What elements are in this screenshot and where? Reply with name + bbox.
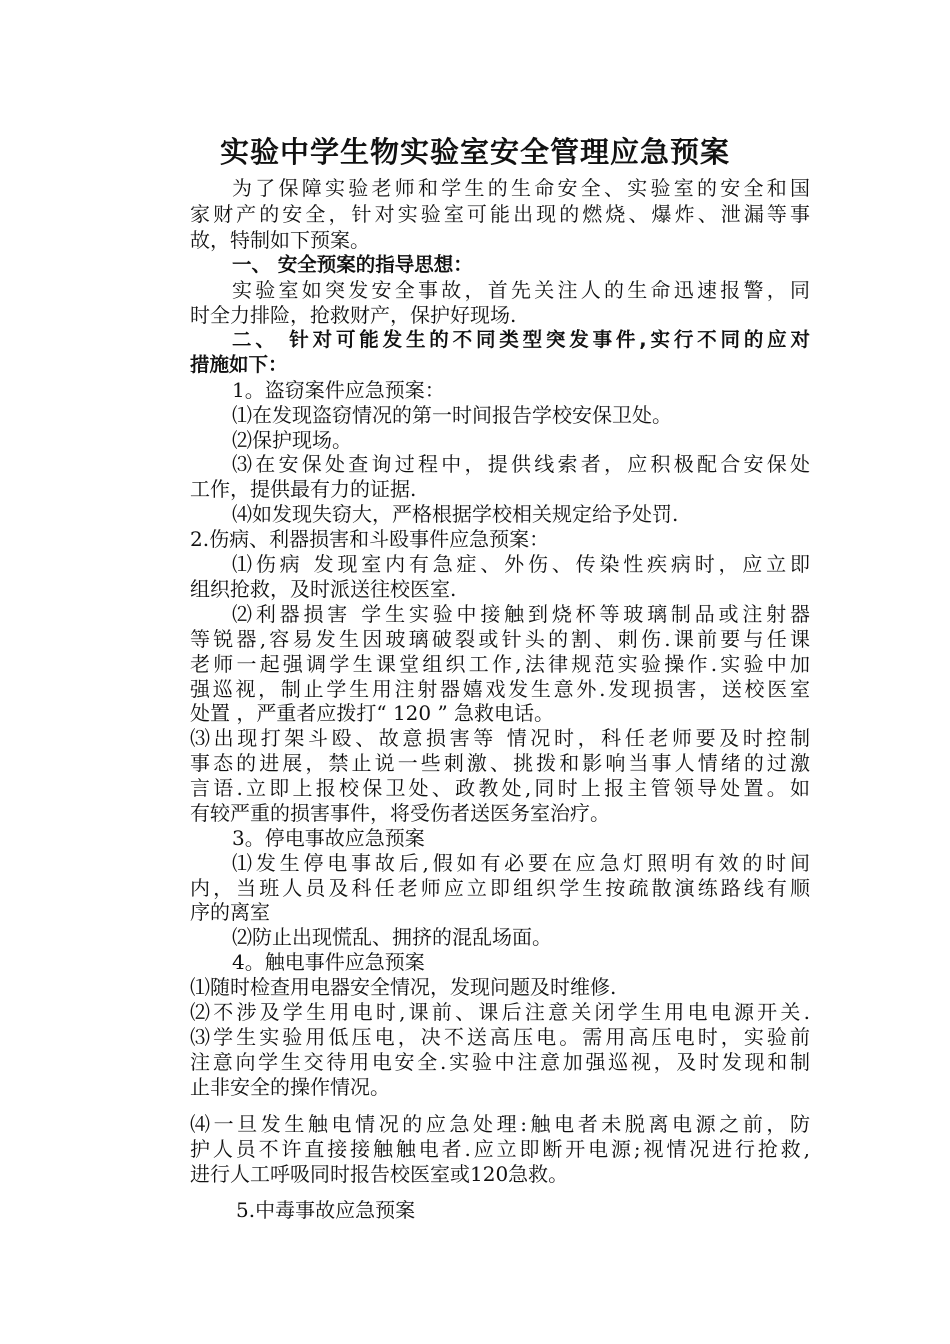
list-item: ⑵保护现场。 bbox=[232, 428, 352, 452]
list-item: ⑵不涉及学生用电时,课前、课后注意关闭学生用电电源开关. bbox=[190, 1000, 810, 1024]
list-item: ⑷一旦发生触电情况的应急处理:触电者未脱离电源之前，防 bbox=[190, 1112, 810, 1136]
paragraph-line: 组织抢救，及时派送往校医室. bbox=[190, 577, 457, 601]
subsection-heading: 2.伤病、利器损害和斗殴事件应急预案： bbox=[190, 527, 550, 551]
paragraph-line: 注意向学生交待用电安全.实验中注意加强巡视，及时发现和制 bbox=[190, 1050, 810, 1074]
paragraph-line: 等锐器,容易发生因玻璃破裂或针头的割、刺伤.课前要与任课 bbox=[190, 627, 810, 651]
list-item: ⑶出现打架斗殴、故意损害等 情况时，科任老师要及时控制 bbox=[190, 726, 810, 750]
paragraph-line: 止非安全的操作情况。 bbox=[190, 1075, 390, 1099]
paragraph-line: 为了保障实验老师和学生的生命安全、实验室的安全和国 bbox=[232, 176, 810, 200]
list-item: ⑵利器损害 学生实验中接触到烧杯等玻璃制品或注射器 bbox=[232, 602, 810, 626]
list-item: ⑴随时检查用电器安全情况，发现问题及时维修. bbox=[190, 975, 617, 999]
paragraph-line: 序的离室 bbox=[190, 900, 270, 924]
section-heading: 二、 针对可能发生的不同类型突发事件,实行不同的应对 bbox=[232, 328, 810, 351]
paragraph-line: 工作，提供最有力的证据. bbox=[190, 477, 417, 501]
paragraph-line: 言语.立即上报校保卫处、政教处,同时上报主管领导处置。如 bbox=[190, 776, 810, 800]
section-heading: 措施如下： bbox=[190, 353, 288, 376]
subsection-heading: 4。触电事件应急预案 bbox=[232, 950, 425, 974]
document-title: 实验中学生物实验室安全管理应急预案 bbox=[219, 135, 730, 169]
list-item: ⑴在发现盗窃情况的第一时间报告学校安保卫处。 bbox=[232, 403, 672, 427]
paragraph-line: 护人员不许直接接触触电者.应立即断开电源;视情况进行抢救, bbox=[190, 1137, 810, 1161]
list-item: ⑵防止出现慌乱、拥挤的混乱场面。 bbox=[232, 925, 552, 949]
paragraph-line: 有较严重的损害事件，将受伤者送医务室治疗。 bbox=[190, 801, 610, 825]
list-item: ⑶在安保处查询过程中，提供线索者，应积极配合安保处 bbox=[232, 452, 810, 476]
paragraph-line: 家财产的安全，针对实验室可能出现的燃烧、爆炸、泄漏等事 bbox=[190, 202, 810, 226]
list-item: ⑴发生停电事故后,假如有必要在应急灯照明有效的时间 bbox=[232, 851, 810, 875]
paragraph-line: 事态的进展，禁止说一些刺激、挑拨和影响当事人情绪的过激 bbox=[190, 751, 810, 775]
subsection-heading: 3。停电事故应急预案 bbox=[232, 826, 425, 850]
paragraph-line: 进行人工呼吸同时报告校医室或120急救。 bbox=[190, 1162, 569, 1186]
section-heading: 一、 安全预案的指导思想： bbox=[232, 253, 473, 276]
paragraph-line: 故，特制如下预案。 bbox=[190, 228, 370, 252]
paragraph-line: 时全力排险，抢救财产，保护好现场. bbox=[190, 303, 517, 327]
list-item: ⑴伤病 发现室内有急症、外伤、传染性疾病时，应立即 bbox=[232, 552, 810, 576]
paragraph-line: 内，当班人员及科任老师应立即组织学生按疏散演练路线有顺 bbox=[190, 876, 810, 900]
paragraph-line: 处置 ，严重者应拨打“ 120 ” 急救电话。 bbox=[190, 701, 555, 725]
list-item: ⑶学生实验用低压电，决不送高压电。需用高压电时，实验前 bbox=[190, 1025, 810, 1049]
paragraph-line: 强巡视，制止学生用注射器嬉戏发生意外.发现损害，送校医室 bbox=[190, 677, 810, 701]
list-item: ⑷如发现失窃大，严格根据学校相关规定给予处罚. bbox=[232, 502, 679, 526]
subsection-heading: 1。盗窃案件应急预案： bbox=[232, 378, 445, 402]
paragraph-line: 老师一起强调学生课堂组织工作,法律规范实验操作.实验中加 bbox=[190, 652, 810, 676]
paragraph-line: 实验室如突发安全事故，首先关注人的生命迅速报警，同 bbox=[232, 278, 810, 302]
subsection-heading: 5.中毒事故应急预案 bbox=[236, 1198, 416, 1222]
